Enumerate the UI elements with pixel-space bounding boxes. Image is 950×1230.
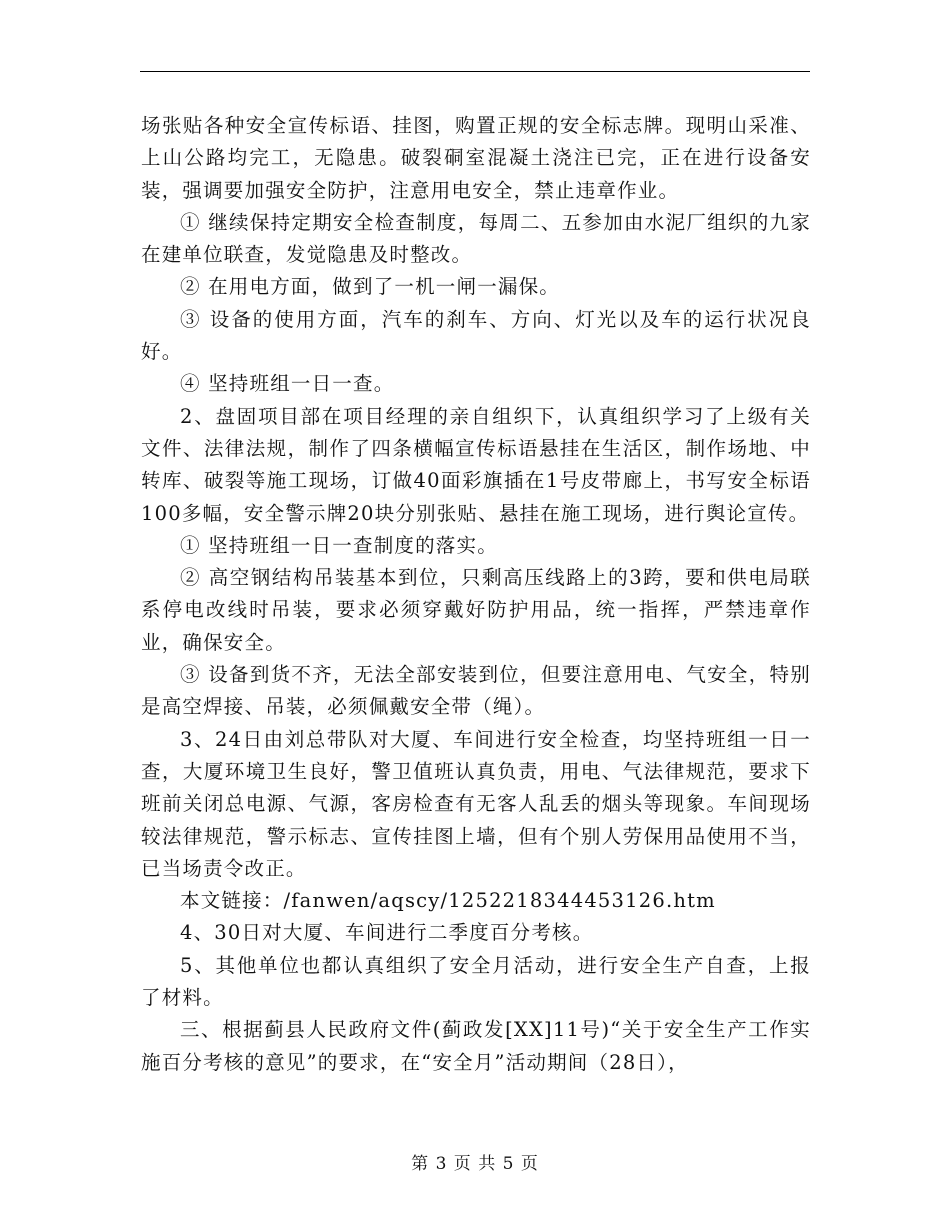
paragraph: 2、盘固项目部在项目经理的亲自组织下，认真组织学习了上级有关文件、法律法规，制作了四条横幅宣传标语悬挂在生活区，制作场地、中转库、破裂等施工现场，订做40面彩旗插在1号皮带廊上，书写安全标语100多幅，安全警示牌20块分别张贴、悬挂在施工现场，进行舆论宣传。 (141, 404, 811, 525)
paragraph: 场张贴各种安全宣传标语、挂图，购置正规的安全标志牌。现明山采准、上山公路均完工，无隐患。破裂硐室混凝土浇注已完，正在进行设备安装，强调要加强安全防护，注意用电安全，禁止违章作业。 (141, 114, 811, 202)
paragraph: ① 坚持班组一日一查制度的落实。 (180, 533, 498, 557)
header-rule (140, 71, 810, 72)
paragraph: ④ 坚持班组一日一查。 (180, 372, 395, 396)
paragraph: 4、30日对大厦、车间进行二季度百分考核。 (180, 921, 594, 945)
paragraph: ① 继续保持定期安全检查制度，每周二、五参加由水泥厂组织的九家在建单位联查，发觉隐患及时整改。 (141, 210, 811, 267)
paragraph: ③ 设备的使用方面，汽车的刹车、方向、灯光以及车的运行状况良好。 (141, 307, 811, 364)
article-link: 本文链接：/fanwen/aqscy/1252218344453126.htm (180, 889, 716, 913)
document-body (141, 110, 811, 1079)
paragraph: 5、其他单位也都认真组织了安全月活动，进行安全生产自查，上报了材料。 (141, 953, 811, 1010)
paragraph: ② 高空钢结构吊装基本到位，只剩高压线路上的3跨，要和供电局联系停电改线时吊装，要求必须穿戴好防护用品，统一指挥，严禁违章作业，确保安全。 (141, 566, 811, 654)
paragraph: 3、24日由刘总带队对大厦、车间进行安全检查，均坚持班组一日一查，大厦环境卫生良好，警卫值班认真负责，用电、气法律规范，要求下班前关闭总电源、气源，客房检查有无客人乱丢的烟头等现象。车间现场较法律规范，警示标志、宣传挂图上墙，但有个别人劳保用品使用不当，已当场责令改正。 (141, 727, 811, 880)
paragraph: ② 在用电方面，做到了一机一闸一漏保。 (180, 275, 560, 299)
paragraph: 三、根据蓟县人民政府文件(蓟政发[XX]11号)“关于安全生产工作实施百分考核的意见”的要求，在“安全月”活动期间（28日）， (141, 1018, 811, 1074)
page-number: 第 3 页 共 5 页 (411, 1154, 539, 1174)
paragraph: ③ 设备到货不齐，无法全部安装到位，但要注意用电、气安全，特别是高空焊接、吊装，必须佩戴安全带（绳）。 (141, 663, 811, 719)
